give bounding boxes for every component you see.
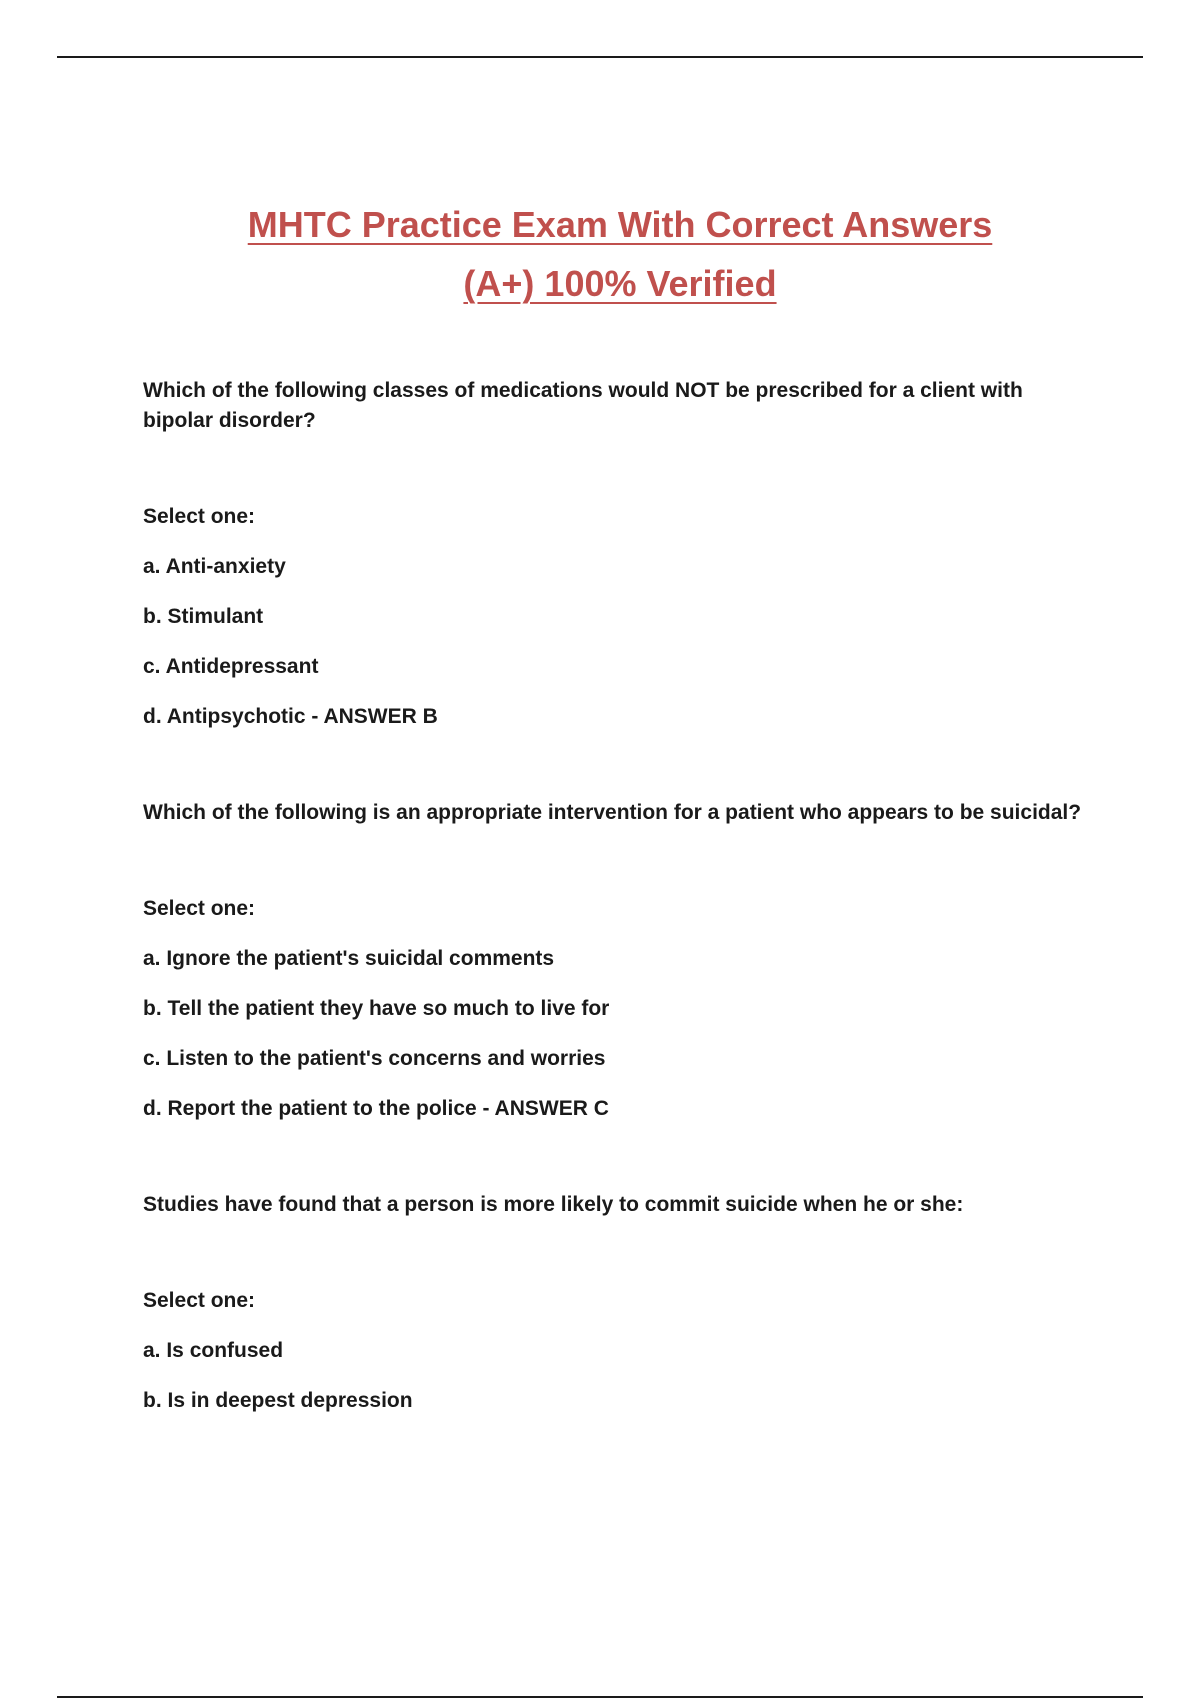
answer-option: a. Ignore the patient's suicidal comments <box>143 947 555 970</box>
answer-option: b. Tell the patient they have so much to live for <box>143 997 610 1020</box>
answer-option: d. Antipsychotic - ANSWER B <box>143 705 438 728</box>
question-text: Which of the following is an appropriate intervention for a patient who appears to be suicidal? <box>143 801 1082 824</box>
document-title <box>0 195 1200 313</box>
select-one-label: Select one: <box>143 897 256 920</box>
question-1 <box>143 376 1093 732</box>
select-one-label: Select one: <box>143 505 256 528</box>
answer-option: d. Report the patient to the police - ANSWER C <box>143 1097 609 1120</box>
answer-option: b. Stimulant <box>143 605 264 628</box>
question-text: Studies have found that a person is more likely to commit suicide when he or she: <box>143 1193 964 1216</box>
answer-option: c. Listen to the patient's concerns and worries <box>143 1047 606 1070</box>
question-2 <box>143 798 1093 1124</box>
answer-option: a. Anti-anxiety <box>143 555 286 578</box>
question-text: Which of the following classes of medications would NOT be prescribed for a client with bipolar disorder? <box>143 379 1023 432</box>
answer-option: c. Antidepressant <box>143 655 319 678</box>
question-3 <box>143 1190 1093 1416</box>
title-line-1: MHTC Practice Exam With Correct Answers <box>247 204 993 245</box>
select-one-label: Select one: <box>143 1289 256 1312</box>
answer-option: a. Is confused <box>143 1339 284 1362</box>
title-line-2: (A+) 100% Verified <box>463 263 777 304</box>
header-rule <box>57 56 1143 58</box>
answer-option: b. Is in deepest depression <box>143 1389 413 1412</box>
footer-rule <box>57 1696 1143 1698</box>
exam-content <box>143 376 1093 1416</box>
